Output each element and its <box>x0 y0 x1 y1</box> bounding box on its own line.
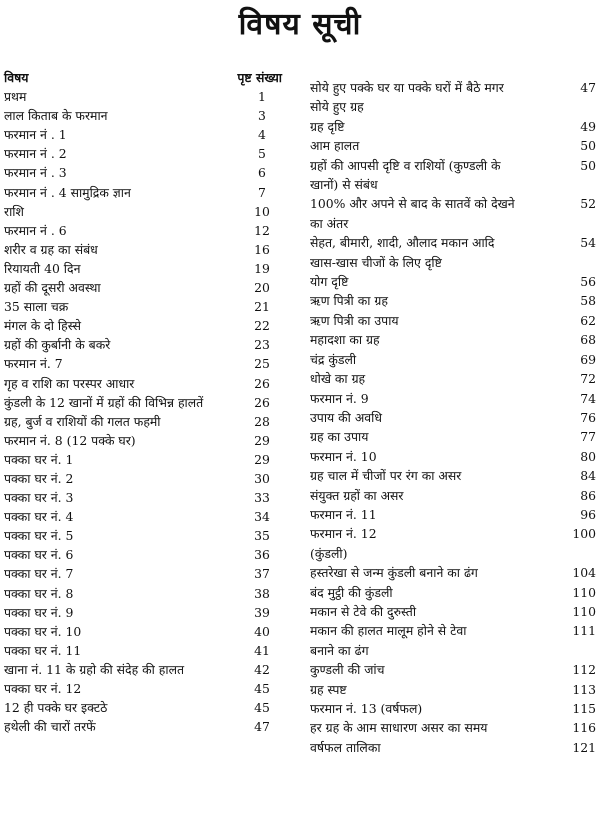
toc-entry-page: 72 <box>580 371 596 387</box>
toc-entry-topic: 12 ही पक्के घर इक्टठे <box>4 700 108 716</box>
toc-entry-topic: 35 साला चक्र <box>4 299 69 315</box>
toc-entry-topic: ऋण पित्री का ग्रह <box>310 293 388 309</box>
toc-entry <box>310 233 596 252</box>
toc-entry <box>4 488 282 507</box>
toc-entry <box>4 259 282 278</box>
toc-entry <box>4 412 282 431</box>
toc-entry-page: 45 <box>254 681 270 696</box>
toc-entry <box>310 447 596 466</box>
toc-entry-page: 50 <box>580 138 596 154</box>
toc-entry <box>310 563 596 582</box>
toc-entry-topic: फरमान नं. 7 <box>4 356 63 372</box>
toc-entry <box>310 718 596 737</box>
toc-entry <box>4 335 282 354</box>
toc-entry <box>310 621 596 640</box>
toc-entry-topic: कुंडली के 12 खानों में ग्रहों की विभिन्न हालतें <box>4 394 204 410</box>
toc-entry-topic: हर ग्रह के आम साधारण असर का समय <box>310 720 488 736</box>
toc-entry <box>310 583 596 602</box>
toc-entry-page: 37 <box>254 566 270 582</box>
toc-entry-topic: सोये हुए पक्के घर या पक्के घरों में बैठे मगर <box>310 80 504 95</box>
toc-entry-page: 7 <box>258 184 266 200</box>
toc-entry <box>310 602 596 621</box>
toc-entry-topic: फरमान नं . 3 <box>4 165 67 181</box>
toc-entry <box>4 240 282 259</box>
toc-entry-topic: धोखे का ग्रह <box>310 371 366 387</box>
toc-entry <box>4 431 282 450</box>
toc-entry <box>4 221 282 240</box>
toc-entry-page: 26 <box>254 394 270 410</box>
toc-entry-topic: फरमान नं . 1 <box>4 127 67 143</box>
toc-entry-page: 49 <box>580 118 596 134</box>
toc-entry-page: 23 <box>254 337 270 353</box>
toc-entry-topic: फरमान नं. 13 (वर्षफल) <box>310 701 423 716</box>
toc-entry <box>4 354 282 373</box>
toc-entry-page: 113 <box>572 681 596 697</box>
toc-entry <box>310 427 596 446</box>
toc-entry-topic: ग्रह स्पष्ट <box>310 681 347 697</box>
toc-entry-topic: ग्रह चाल में चीजों पर रंग का असर <box>310 468 462 484</box>
toc-entry-topic: उपाय की अवधि <box>310 409 383 425</box>
toc-entry-page: 12 <box>254 222 270 238</box>
toc-entry-topic: राशि <box>4 203 24 219</box>
toc-entry-page: 4 <box>258 127 266 143</box>
toc-header <box>4 68 282 87</box>
toc-entry <box>310 369 596 388</box>
toc-entry <box>4 374 282 393</box>
page-title: विषय सूची <box>238 7 362 42</box>
toc-entry <box>4 660 282 679</box>
toc-entry-topic: मकान की हालत मालूम होने से टेवा <box>310 623 467 639</box>
toc-entry-page: 45 <box>254 700 270 716</box>
toc-entry-topic: फरमान नं . 2 <box>4 146 67 162</box>
toc-entry-page: 111 <box>572 623 596 639</box>
toc-entry <box>4 469 282 488</box>
toc-entry <box>310 291 596 310</box>
toc-entry-page: 20 <box>254 280 270 296</box>
toc-entry <box>310 330 596 349</box>
toc-entry-topic: पक्का घर नं. 10 <box>4 623 82 639</box>
toc-entry-topic: ग्रहों की आपसी दृष्टि व राशियों (कुण्डली के <box>310 157 501 173</box>
toc-entry-page: 84 <box>580 468 596 484</box>
page-column-header: पृष्ट संख्या <box>237 70 282 85</box>
toc-entry-page: 76 <box>580 409 596 425</box>
toc-entry-topic: कुण्डली की जांच <box>310 662 385 678</box>
toc-entry <box>310 214 596 233</box>
toc-entry-page: 68 <box>580 332 596 348</box>
toc-entry <box>310 272 596 291</box>
toc-entry-topic: लाल किताब के फरमान <box>4 108 108 124</box>
toc-entry <box>310 544 596 563</box>
toc-entry <box>4 297 282 316</box>
toc-entry-topic: हथेली की चारों तरफें <box>4 719 96 735</box>
toc-entry <box>310 408 596 427</box>
toc-entry-topic: हस्तरेखा से जन्म कुंडली बनाने का ढंग <box>310 565 478 581</box>
toc-entry <box>4 679 282 698</box>
toc-entry <box>4 450 282 469</box>
toc-entry <box>4 545 282 564</box>
toc-entry <box>310 524 596 543</box>
toc-entry <box>310 505 596 524</box>
toc-entry-page: 28 <box>254 413 270 429</box>
toc-entry-page: 52 <box>580 196 596 212</box>
toc-right-column <box>310 78 596 757</box>
toc-entry-page: 22 <box>254 318 270 334</box>
toc-entry-topic: आम हालत <box>310 138 360 154</box>
toc-entry-page: 110 <box>572 603 596 619</box>
toc-entry <box>4 278 282 297</box>
toc-entry-topic: पक्का घर नं. 3 <box>4 490 74 506</box>
toc-entry-page: 58 <box>580 293 596 309</box>
toc-entry-topic: ग्रह, बुर्ज व राशियों की गलत फहमी <box>4 413 161 429</box>
toc-entry-page: 116 <box>572 720 596 736</box>
toc-entry-topic: पक्का घर नं. 7 <box>4 566 74 582</box>
toc-entry <box>310 253 596 272</box>
toc-entry-topic: ग्रहों की दूसरी अवस्था <box>4 280 101 296</box>
toc-entry <box>4 526 282 545</box>
topic-column-header: विषय <box>4 70 29 85</box>
toc-entry-page: 3 <box>258 108 266 124</box>
toc-entry-page: 30 <box>254 470 270 486</box>
toc-entry-page: 6 <box>258 165 266 181</box>
toc-entry <box>4 641 282 660</box>
toc-entry-page: 10 <box>254 203 270 219</box>
toc-entry-topic: शरीर व ग्रह का संबंध <box>4 241 98 257</box>
toc-entry-page: 121 <box>572 739 596 755</box>
toc-entry <box>4 125 282 144</box>
toc-entry <box>310 78 596 97</box>
toc-entry-topic: योग दृष्टि <box>310 274 349 290</box>
toc-entry <box>310 680 596 699</box>
toc-entry-topic: ग्रहों की कुर्बानी के बकरे <box>4 337 111 353</box>
toc-entry-page: 69 <box>580 351 596 367</box>
toc-entry <box>4 717 282 736</box>
toc-entry <box>310 194 596 213</box>
toc-entry-topic: प्रथम <box>4 89 27 105</box>
toc-entry-topic: फरमान नं. 12 <box>310 526 377 542</box>
toc-entry <box>4 603 282 622</box>
toc-entry-topic: ग्रह का उपाय <box>310 429 369 445</box>
toc-entry <box>4 507 282 526</box>
toc-entry <box>310 311 596 330</box>
toc-entry-page: 74 <box>580 390 596 406</box>
toc-entry-topic: पक्का घर नं. 2 <box>4 470 74 486</box>
toc-entry-page: 25 <box>254 356 270 372</box>
toc-entry-page: 86 <box>580 487 596 503</box>
toc-entry-page: 47 <box>580 80 596 95</box>
toc-entry-page: 54 <box>580 235 596 251</box>
toc-entry-page: 56 <box>580 274 596 290</box>
toc-entry-topic: खास-खास चीजों के लिए दृष्टि <box>310 254 442 270</box>
toc-entry-page: 104 <box>572 565 596 581</box>
toc-entry-page: 26 <box>254 375 270 391</box>
toc-entry <box>310 156 596 175</box>
toc-entry-page: 40 <box>254 623 270 639</box>
toc-entry-page: 110 <box>572 584 596 600</box>
toc-entry-topic: संयुक्त ग्रहों का असर <box>310 487 404 503</box>
toc-entry-topic: पक्का घर नं. 9 <box>4 604 74 620</box>
toc-entry <box>4 622 282 641</box>
toc-entry-topic: सेहत, बीमारी, शादी, औलाद मकान आदि <box>310 235 495 251</box>
toc-entry-page: 42 <box>254 661 270 677</box>
toc-entry-page: 77 <box>580 429 596 445</box>
toc-entry-topic: ऋण पित्री का उपाय <box>310 312 399 328</box>
toc-entry <box>4 87 282 106</box>
toc-left-list <box>4 87 282 736</box>
toc-entry <box>310 117 596 136</box>
toc-entry <box>310 136 596 155</box>
toc-entry-page: 34 <box>254 509 270 525</box>
toc-entry <box>4 202 282 221</box>
toc-entry <box>310 641 596 660</box>
toc-entry <box>310 699 596 718</box>
toc-entry-page: 19 <box>254 260 270 276</box>
toc-entry-page: 21 <box>254 299 270 315</box>
toc-entry <box>310 660 596 679</box>
toc-entry <box>4 584 282 603</box>
toc-entry <box>310 97 596 116</box>
toc-entry <box>310 175 596 194</box>
toc-entry-page: 1 <box>258 89 266 105</box>
toc-entry-topic: ग्रह दृष्टि <box>310 118 345 134</box>
toc-entry-page: 100 <box>572 526 596 542</box>
toc-entry-page: 96 <box>580 506 596 522</box>
toc-entry-topic: पक्का घर नं. 1 <box>4 451 74 467</box>
toc-entry-topic: फरमान नं. 8 (12 पक्के घर) <box>4 432 136 448</box>
toc-entry-topic: रियायती 40 दिन <box>4 260 81 276</box>
toc-entry-topic: पक्का घर नं. 11 <box>4 642 82 658</box>
toc-entry-topic: खानों) से संबंध <box>310 177 378 193</box>
toc-entry-page: 16 <box>254 241 270 257</box>
toc-entry <box>4 163 282 182</box>
toc-entry-page: 50 <box>580 157 596 173</box>
toc-entry-topic: 100% और अपने से बाद के सातवें को देखने <box>310 196 515 212</box>
toc-entry <box>4 393 282 412</box>
toc-entry-topic: महादशा का ग्रह <box>310 332 380 348</box>
toc-entry <box>310 738 596 757</box>
toc-entry <box>310 466 596 485</box>
toc-entry-page: 47 <box>254 719 270 735</box>
toc-entry <box>310 350 596 369</box>
toc-entry-topic: पक्का घर नं. 4 <box>4 509 74 525</box>
toc-entry-topic: सोये हुए ग्रह <box>310 99 364 115</box>
toc-left-column <box>4 68 282 736</box>
toc-entry-topic: गृह व राशि का परस्पर आधार <box>4 375 135 391</box>
toc-entry-page: 5 <box>258 146 266 162</box>
toc-entry-topic: वर्षफल तालिका <box>310 739 381 755</box>
toc-entry-topic: खाना नं. 11 के ग्रहो की संदेह की हालत <box>4 661 185 677</box>
toc-entry-topic: फरमान नं. 10 <box>310 448 377 464</box>
toc-entry-topic: फरमान नं . 6 <box>4 222 67 238</box>
toc-entry <box>4 106 282 125</box>
toc-entry-topic: पक्का घर नं. 6 <box>4 547 74 563</box>
toc-entry-topic: फरमान नं . 4 सामुद्रिक ज्ञान <box>4 184 131 200</box>
toc-entry-page: 35 <box>254 528 270 544</box>
toc-entry-page: 80 <box>580 448 596 464</box>
toc-entry-topic: (कुंडली) <box>310 545 348 561</box>
toc-entry-topic: पक्का घर नं. 12 <box>4 681 82 696</box>
toc-entry-topic: मकान से टेवे की दुरुस्ती <box>310 603 417 619</box>
toc-entry-page: 41 <box>254 642 270 658</box>
toc-entry-topic: बंद मुट्ठी की कुंडली <box>310 584 393 600</box>
toc-entry-topic: का अंतर <box>310 215 349 231</box>
toc-entry <box>310 486 596 505</box>
toc-entry-topic: फरमान नं. 9 <box>310 390 369 406</box>
toc-entry-topic: पक्का घर नं. 8 <box>4 585 74 601</box>
toc-entry-page: 115 <box>572 701 596 716</box>
toc-entry-page: 112 <box>572 662 596 678</box>
toc-entry-page: 29 <box>254 432 270 448</box>
toc-entry <box>4 183 282 202</box>
toc-entry <box>4 698 282 717</box>
toc-entry-topic: मंगल के दो हिस्से <box>4 318 82 334</box>
toc-entry <box>4 316 282 335</box>
toc-entry-page: 33 <box>254 490 270 506</box>
toc-entry-page: 39 <box>254 604 270 620</box>
toc-entry-topic: पक्का घर नं. 5 <box>4 528 74 544</box>
toc-entry <box>310 389 596 408</box>
toc-entry-topic: चंद्र कुंडली <box>310 351 357 367</box>
toc-entry <box>4 144 282 163</box>
toc-entry-page: 38 <box>254 585 270 601</box>
toc-entry-topic: फरमान नं. 11 <box>310 506 377 522</box>
toc-entry-page: 36 <box>254 547 270 563</box>
toc-entry-page: 29 <box>254 451 270 467</box>
toc-right-list <box>310 78 596 757</box>
toc-entry-topic: बनाने का ढंग <box>310 642 369 658</box>
toc-entry <box>4 564 282 583</box>
toc-entry-page: 62 <box>580 312 596 328</box>
